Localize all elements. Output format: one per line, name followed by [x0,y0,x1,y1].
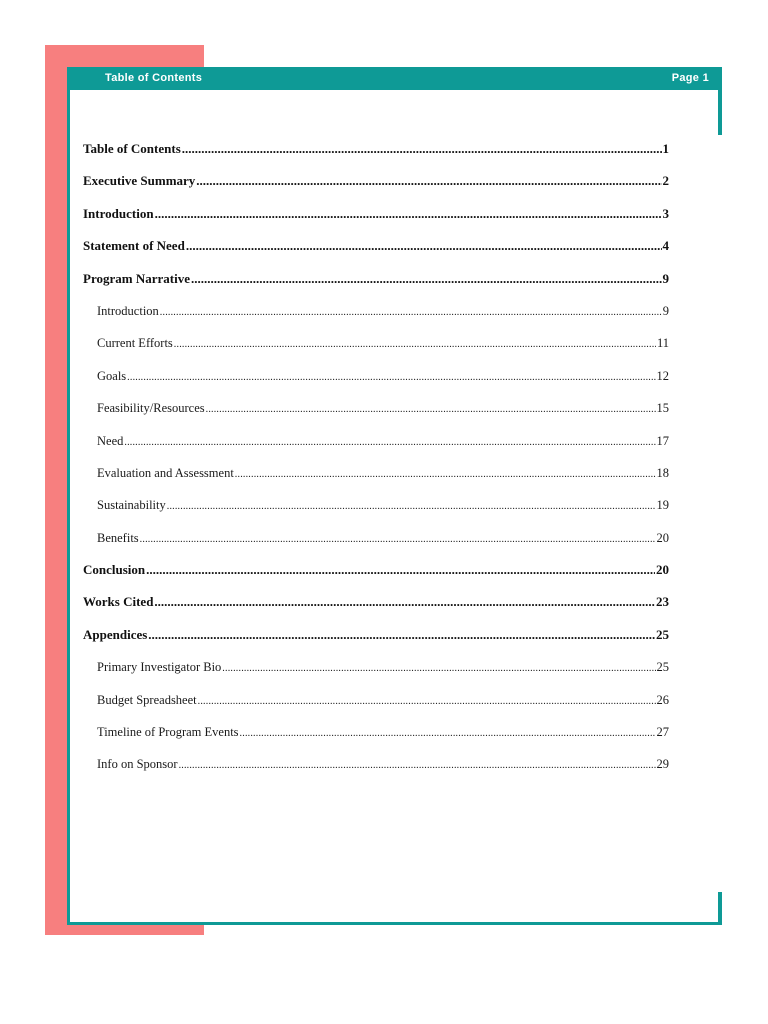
toc-dot-leader [140,530,656,550]
toc-entry-page: 23 [656,594,669,610]
toc-dot-leader [154,592,655,612]
toc-entry-label: Need [97,433,124,448]
frame-corner-bottom [718,892,722,925]
toc-entry[interactable] [83,139,669,171]
toc-entry-label: Appendices [83,626,148,642]
toc-entry-label: Statement of Need [83,238,185,254]
toc-entry[interactable] [83,690,669,722]
toc-entry-page: 3 [662,205,669,221]
toc-dot-leader [186,236,662,256]
header-title: Table of Contents [105,72,203,84]
toc-entry-page: 2 [662,173,669,189]
toc-entry-page: 15 [656,401,669,416]
toc-entry[interactable] [83,495,669,527]
toc-entry-label: Works Cited [83,594,154,610]
toc-entry-label: Feasibility/Resources [97,401,205,416]
toc-entry-label: Executive Summary [83,173,196,189]
toc-entry[interactable] [83,333,669,365]
toc-entry[interactable] [83,171,669,203]
toc-entry-page: 9 [662,270,669,286]
toc-entry-page: 12 [656,368,669,383]
toc-entry[interactable] [83,269,669,301]
toc-dot-leader [206,400,656,420]
toc-entry-label: Primary Investigator Bio [97,660,222,675]
toc-entry-page: 19 [656,498,669,513]
page-header [67,67,722,90]
toc-entry[interactable] [83,657,669,689]
toc-entry-label: Info on Sponsor [97,757,178,772]
toc-entry[interactable] [83,431,669,463]
toc-dot-leader [146,560,655,580]
toc-entry-label: Benefits [97,530,139,545]
toc-dot-leader [191,269,662,289]
toc-entry-page: 20 [656,562,669,578]
toc-entry-label: Introduction [83,205,154,221]
toc-entry[interactable] [83,625,669,657]
toc-entry-page: 11 [656,336,669,351]
toc-entry-label: Goals [97,368,127,383]
toc-entry[interactable] [83,236,669,268]
toc-entry[interactable] [83,754,669,786]
toc-entry-label: Budget Spreadsheet [97,692,197,707]
toc-entry-label: Sustainability [97,498,166,513]
toc-dot-leader [182,139,662,159]
toc-entry[interactable] [83,528,669,560]
toc-entry[interactable] [83,398,669,430]
toc-dot-leader [179,756,656,776]
toc-dot-leader [148,625,655,645]
toc-dot-leader [124,433,655,453]
toc-dot-leader [196,171,661,191]
toc-entry[interactable] [83,722,669,754]
frame-corner-top [718,90,722,135]
toc-entry-label: Introduction [97,303,159,318]
toc-dot-leader [198,692,656,712]
toc-entry[interactable] [83,366,669,398]
toc-entry[interactable] [83,592,669,624]
toc-entry-label: Table of Contents [83,141,181,156]
toc-entry-page: 25 [656,626,669,642]
toc-entry-label: Timeline of Program Events [97,725,239,740]
toc-entry-page: 26 [656,692,669,707]
toc-entry[interactable] [83,204,669,236]
toc-entry-page: 4 [662,238,669,254]
toc-dot-leader [222,659,655,679]
toc-entry-label: Evaluation and Assessment [97,465,234,480]
toc-entry-page: 18 [656,465,669,480]
toc-entry-page: 1 [662,141,669,156]
table-of-contents [83,139,669,787]
toc-entry-page: 25 [656,660,669,675]
toc-dot-leader [155,204,662,224]
header-page-number: Page 1 [671,72,709,84]
toc-entry-label: Conclusion [83,562,146,578]
toc-entry-page: 27 [656,725,669,740]
toc-entry[interactable] [83,301,669,333]
toc-entry-label: Current Efforts [97,336,173,351]
toc-entry[interactable] [83,463,669,495]
toc-entry[interactable] [83,560,669,592]
toc-dot-leader [235,465,656,485]
toc-entry-page: 20 [656,530,669,545]
toc-entry-page: 29 [656,757,669,772]
toc-dot-leader [240,724,656,744]
toc-dot-leader [167,497,656,517]
toc-entry-page: 17 [656,433,669,448]
toc-entry-label: Program Narrative [83,270,190,286]
toc-dot-leader [127,368,655,388]
toc-entry-page: 9 [662,303,669,318]
toc-dot-leader [160,303,662,323]
toc-dot-leader [174,335,656,355]
